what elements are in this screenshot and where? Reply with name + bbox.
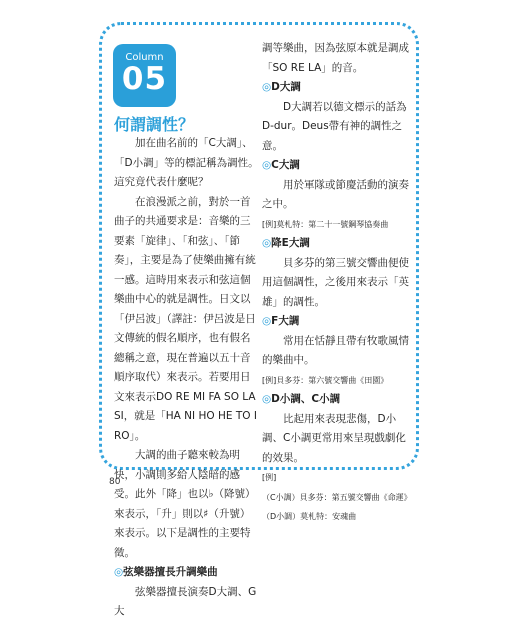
body-paragraph: 常用在恬靜且帶有牧歌風情的樂曲中。	[262, 334, 409, 366]
example-note: [例]	[262, 473, 277, 482]
section-heading-text: 降E大調	[271, 237, 310, 249]
section-heading-text: D小調、C小調	[271, 393, 341, 405]
section-heading-text: D大調	[271, 81, 301, 93]
section-heading-text: F大調	[271, 315, 300, 327]
body-paragraph: 在浪漫派之前，對於一首曲子的共通要求是：音樂的三要素「旋律」、「和弦」、「節奏」，主要是為了使樂曲擁有統一感。這時用來表示和弦這個樂曲中心的就是調性。日文以「伊呂波」（譯註：伊呂波是日文傳統的假名順序，也有假名總稱之意，現在普遍以五十音順序取代）來表示。若要用日文來表示DO RE MI FA SO LA SI，就是「HA NI HO HE TO I RO」。	[114, 195, 257, 442]
section-heading-text: C大調	[271, 159, 300, 171]
section-heading	[114, 563, 260, 583]
example-note: （D小調）莫札特：安魂曲	[262, 512, 357, 521]
section-heading-text: 弦樂器擅長升調樂曲	[123, 566, 218, 578]
body-paragraph: 調等樂曲，因為弦原本就是調成「SO RE LA」的音。	[262, 42, 409, 74]
body-paragraph: 比起用來表現悲傷，D小調、C小調更常用來呈現戲劇化的效果。	[262, 412, 406, 464]
body-paragraph: 大調的曲子聽來較為明快，小調則多給人陰暗的感受。此外「降」也以♭（降號）來表示，「升」則以♯（升號）來表示。以下是調性的主要特徵。	[114, 449, 256, 559]
section-heading	[262, 156, 412, 176]
column-number: 05	[121, 61, 168, 97]
bullet-icon: ◎	[262, 159, 272, 171]
page-title: 何謂調性？	[114, 115, 195, 134]
section-heading	[262, 234, 412, 254]
section-heading	[262, 312, 412, 332]
body-paragraph: 用於軍隊或節慶活動的演奏之中。	[262, 178, 409, 210]
column-badge	[113, 44, 176, 107]
example-note: [例]貝多芬：第六號交響曲《田園》	[262, 375, 389, 385]
example-note: [例]莫札特：第二十一號鋼琴協奏曲	[262, 219, 389, 229]
bullet-icon: ◎	[114, 566, 124, 578]
section-heading	[262, 390, 412, 410]
section-heading	[262, 78, 412, 98]
body-paragraph: 弦樂器擅長演奏D大調、G大	[114, 585, 257, 617]
bullet-icon: ◎	[262, 315, 272, 327]
bullet-icon: ◎	[262, 81, 272, 93]
right-column	[262, 39, 412, 527]
example-note: （C小調）貝多芬：第五號交響曲《命運》	[262, 492, 412, 502]
left-column	[114, 134, 260, 622]
body-paragraph: 加在曲名前的「C大調」、「D小調」等的標記稱為調性。這究竟代表什麼呢？	[114, 137, 259, 188]
bullet-icon: ◎	[262, 393, 272, 405]
body-paragraph: 貝多芬的第三號交響曲便使用這個調性，之後用來表示「英雄」的調性。	[262, 256, 409, 308]
body-paragraph: D大調若以德文標示的話為D-dur。Deus帶有神的調性之意。	[262, 100, 407, 152]
column-label: Column	[125, 52, 164, 63]
page-number: 80	[109, 477, 121, 487]
bullet-icon: ◎	[262, 237, 272, 249]
